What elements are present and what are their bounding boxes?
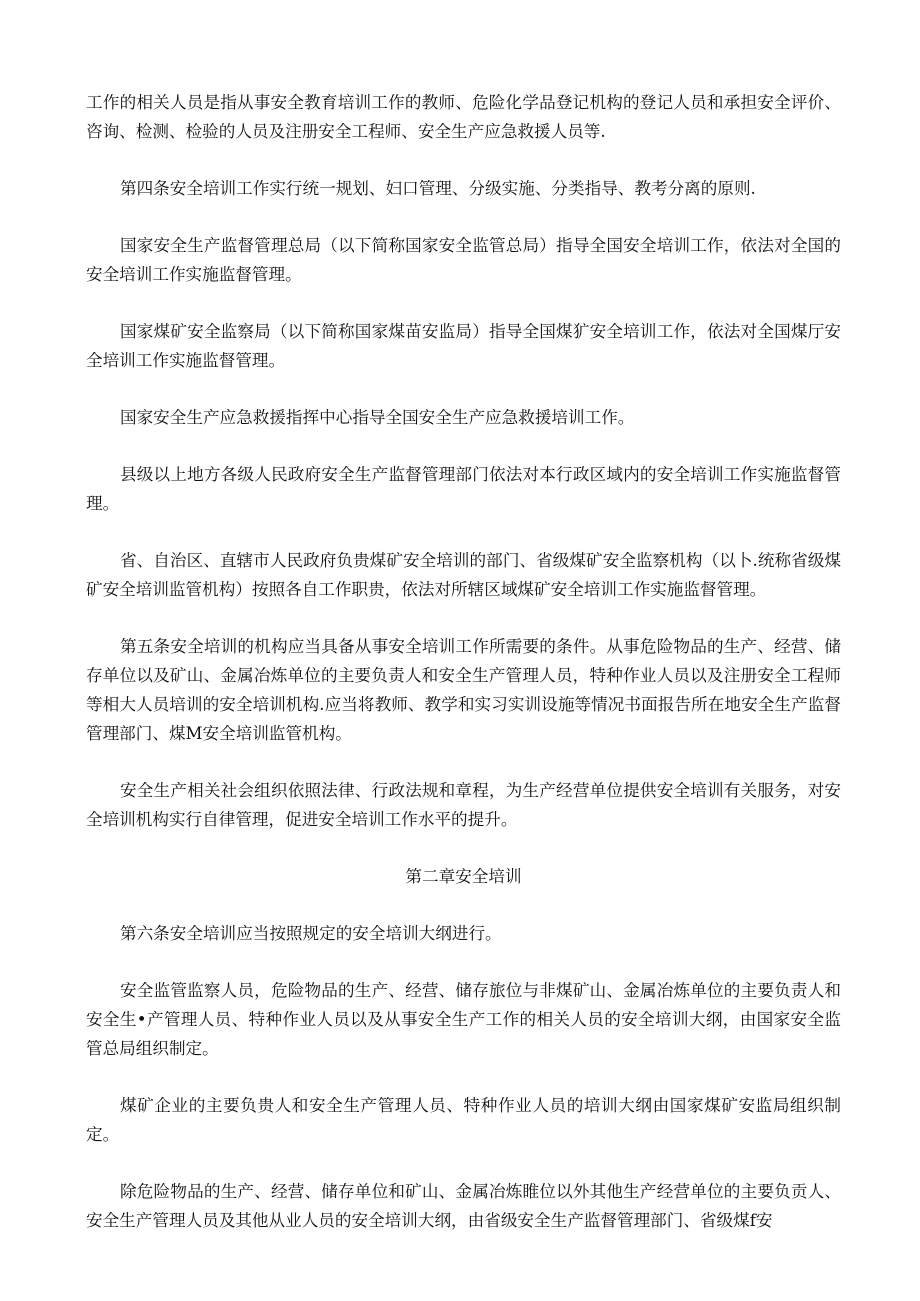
paragraph-8: 第五条安全培训的机构应当具备从事安全培训工作所需要的条件。从事危险物品的生产、经营、储存单位以及矿山、金属冶炼单位的主要负责人和安全生产管理人员，特种作业人员以及注册安全工程师等相大人员培训的安全培训机构.应当将教师、教学和实习实训设施等情况书面报告所在地安全生产监督管理部门、煤M安全培训监管机构。 (86, 637, 841, 743)
paragraph-13: 除危险物品的生产、经营、储存单位和矿山、金属冶炼睢位以外其他生产经营单位的主要负贡人、安全生产管理人员及其他从业人员的安全培训大纲，由省级安全生产监督管理部门、省级煤f安 (86, 1182, 841, 1230)
paragraph-9: 安全生产相关社会组织依照法律、行政法规和章程，为生产经营单位提供安全培训有关服务，对安全培训机构实行自律管理，促进安全培训工作水平的提升。 (86, 781, 841, 829)
chapter-title: 第二章安全培训 (405, 867, 522, 886)
paragraph-4: 国家煤矿安全监察局（以下简称国家煤苗安监局）指导全国煤犷安全培训工作，依法对全国煤厅安全培训工作实施监督管理。 (86, 322, 841, 370)
paragraph-1: 工作的相关人员是指从事安全教育培训工作的教师、危险化学品登记机构的登记人员和承担安全评价、咨询、检测、检验的人员及注册安全工程师、安全生产应急救援人员等. (86, 93, 841, 141)
document-page (86, 88, 841, 1263)
paragraph-6: 县级以上地方各级人民政府安全生产监督管理部门依法对本行政区域内的安全培训工作实施监督管理。 (86, 465, 841, 513)
paragraph-2: 第四条安全培训工作实行统一规划、妇口管理、分级实施、分类指导、教考分离的原则. (120, 179, 756, 198)
paragraph-10: 第六条安全培训应当按照规定的安全培训大纲进行。 (120, 924, 502, 943)
paragraph-12: 煤矿企业的主要负贵人和安全生产管理人员、特种作业人员的培训大纲由国家煤矿安监局组织制定。 (86, 1096, 841, 1144)
paragraph-11: 安全监管监察人员，危险物品的生产、经营、储存旅位与非煤矿山、金属冶炼单位的主要负责人和安全生•产管理人员、特种作业人员以及从事安全生产工作的相关人员的安全培训大纲，由国家安全监管总局组织制定。 (86, 981, 841, 1058)
paragraph-3: 国家安全生产监督管理总局（以下简称国家安全监管总局）指导全国安全培训工作，依法对全国的安全培训工作实施监督管理。 (86, 236, 841, 284)
paragraph-5: 国家安全生产应急救援指挥中心指导全国安全生产应急救援培训工作。 (120, 408, 635, 427)
paragraph-7: 省、自治区、直辖市人民政府负贵煤矿安全培训的部门、省级煤矿安全监察机构（以卜.统称省级煤矿安全培训监管机构）按照各自工作职贵，依法对所辖区域煤矿安全培训工作实施监督管理。 (86, 551, 841, 599)
